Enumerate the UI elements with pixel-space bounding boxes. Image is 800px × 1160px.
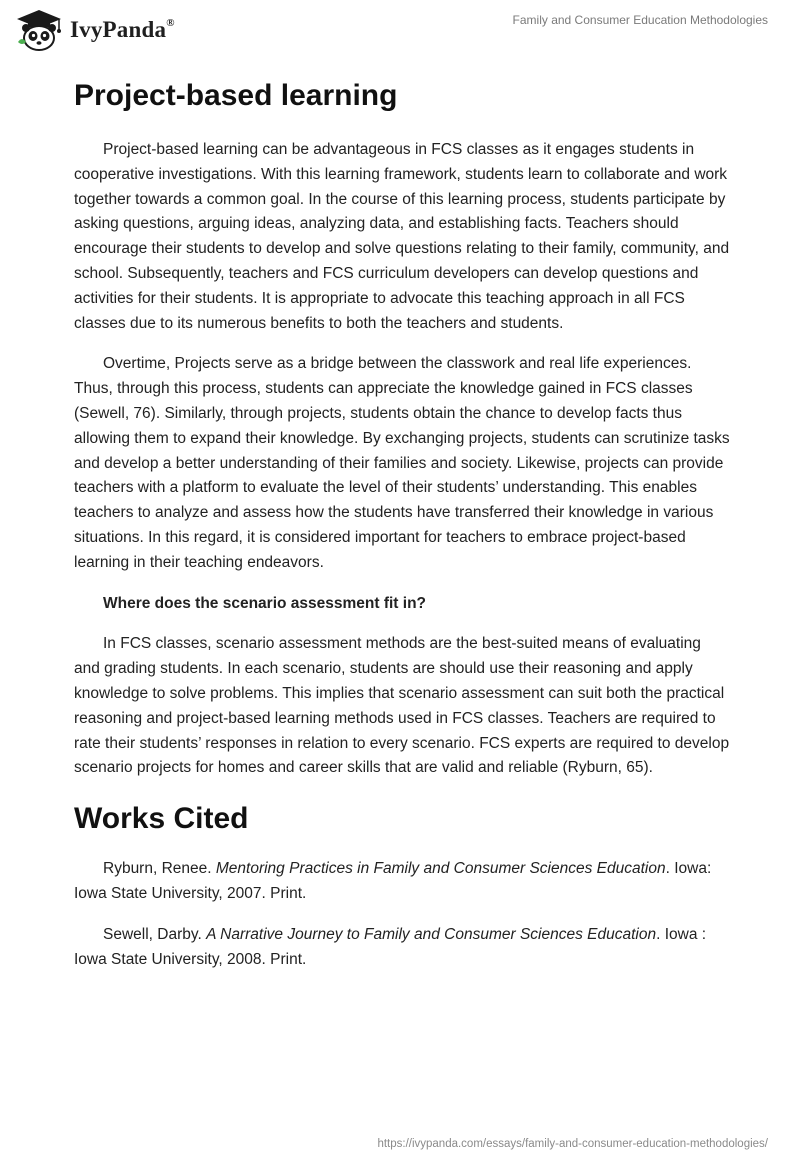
essay-body (74, 68, 730, 988)
citation-title: Mentoring Practices in Family and Consumer Sciences Education (215, 860, 666, 878)
site-logo[interactable] (14, 8, 175, 52)
citation-entry: Sewell, Darby. A Narrative Journey to Family and Consumer Sciences Education. Iowa : Iowa State University, 2008. Print. (74, 925, 707, 968)
page-header (0, 0, 800, 70)
document-title: Family and Consumer Education Methodologies (512, 13, 768, 27)
paragraph: Project-based learning can be advantageous in FCS classes as it engages students in cooperative investigations. With this learning framework, students learn to collaborate and work together towards a common goal. In the course of this learning process, students participate by asking questions, arguing ideas, analyzing data, and establishing facts. Teachers should encourage their students to develop and solve questions relating to their family, community, and school. Subsequently, teachers and FCS curriculum developers can develop questions and activities for their students. It is appropriate to advocate this teaching approach in all FCS classes due to its numerous benefits to both the teachers and students. (74, 141, 730, 332)
works-cited-heading: Works Cited (74, 802, 249, 836)
citation-title: A Narrative Journey to Family and Consumer Sciences Education (206, 925, 657, 943)
subheading: Where does the scenario assessment fit in? (103, 594, 427, 612)
brand-name: IvyPanda® (70, 17, 175, 42)
source-url[interactable]: https://ivypanda.com/essays/family-and-consumer-education-methodologies/ (377, 1138, 768, 1150)
paragraph: In FCS classes, scenario assessment methods are the best-suited means of evaluating and grading students. In each scenario, students are should use their reasoning and apply knowledge to solve problems. This implies that scenario assessment can suit both the practical reasoning and project-based learning methods used in FCS classes. Teachers are required to rate their students’ responses in relation to every scenario. FCS experts are required to develop scenario projects for homes and career skills that are valid and reliable (Ryburn, 65). (74, 635, 730, 777)
panda-graduate-icon (14, 8, 64, 52)
citation-entry: Ryburn, Renee. Mentoring Practices in Family and Consumer Sciences Education. Iowa: Iowa State University, 2007. Print. (74, 860, 712, 902)
section-heading: Project-based learning (74, 79, 398, 112)
paragraph: Overtime, Projects serve as a bridge between the classwork and real life experiences. Thus, through this process, students can appreciate the knowledge gained in FCS classes (Sewell, 76). Similarly, through projects, students obtain the chance to develop facts thus allowing them to expand their knowledge. By exchanging projects, students can scrutinize tasks and develop a better understanding of their families and society. Likewise, projects can provide teachers with a platform to evaluate the level of their students’ understanding. This enables teachers to analyze and assess how the students have transferred their knowledge in various situations. In this regard, it is considered important for teachers to embrace project-based learning in their teaching endeavors. (74, 355, 730, 571)
